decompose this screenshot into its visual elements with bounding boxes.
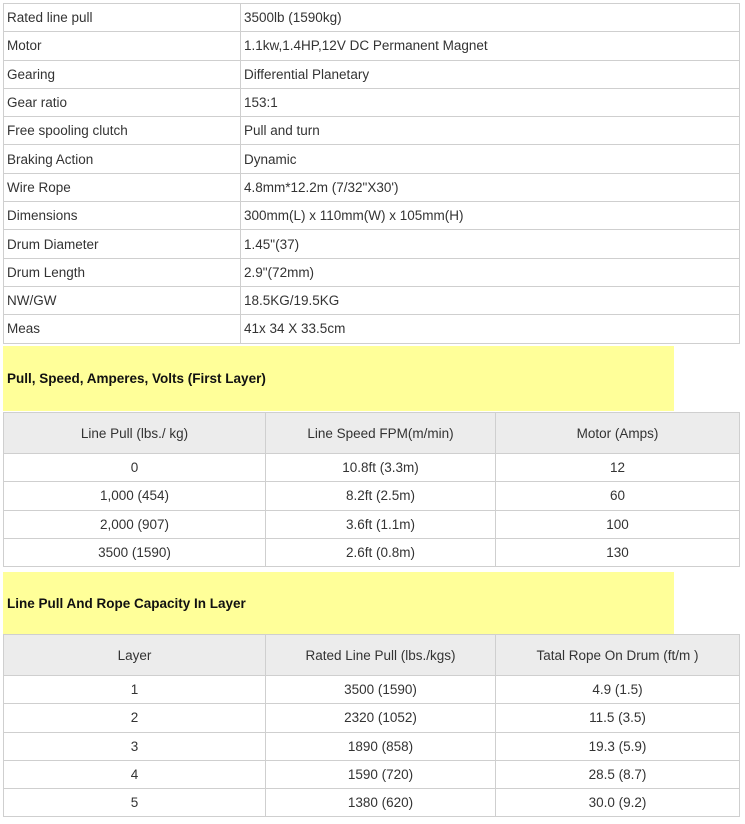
table-cell: 0 bbox=[4, 454, 266, 482]
table-cell: 1 bbox=[4, 676, 266, 704]
table-cell: 4 bbox=[4, 760, 266, 788]
table-cell: 19.3 (5.9) bbox=[496, 732, 740, 760]
table-cell: 130 bbox=[496, 538, 740, 566]
column-header: Line Pull (lbs./ kg) bbox=[4, 413, 266, 454]
spec-row bbox=[4, 286, 740, 314]
column-header: Motor (Amps) bbox=[496, 413, 740, 454]
table-cell: 60 bbox=[496, 482, 740, 510]
table-row bbox=[4, 676, 740, 704]
column-header: Line Speed FPM(m/min) bbox=[266, 413, 496, 454]
spec-row bbox=[4, 173, 740, 201]
table-cell: 3.6ft (1.1m) bbox=[266, 510, 496, 538]
spec-label: Free spooling clutch bbox=[4, 117, 241, 145]
section-heading-first-layer: Pull, Speed, Amperes, Volts (First Layer) bbox=[3, 346, 674, 411]
spec-row bbox=[4, 60, 740, 88]
table-cell: 2.6ft (0.8m) bbox=[266, 538, 496, 566]
table-cell: 3500 (1590) bbox=[4, 538, 266, 566]
table-row bbox=[4, 760, 740, 788]
spec-label: Gear ratio bbox=[4, 88, 241, 116]
spec-label: Braking Action bbox=[4, 145, 241, 173]
column-header: Rated Line Pull (lbs./kgs) bbox=[266, 635, 496, 676]
spec-table bbox=[3, 3, 740, 344]
spec-value: 153:1 bbox=[241, 88, 740, 116]
spec-label: Gearing bbox=[4, 60, 241, 88]
spec-row bbox=[4, 117, 740, 145]
rope-capacity-table bbox=[3, 634, 740, 817]
spec-value: 1.45"(37) bbox=[241, 230, 740, 258]
spec-row bbox=[4, 315, 740, 343]
spec-value: Pull and turn bbox=[241, 117, 740, 145]
spec-row bbox=[4, 202, 740, 230]
spec-row bbox=[4, 4, 740, 32]
table-cell: 30.0 (9.2) bbox=[496, 789, 740, 817]
spec-label: Motor bbox=[4, 32, 241, 60]
table-cell: 4.9 (1.5) bbox=[496, 676, 740, 704]
table-cell: 1,000 (454) bbox=[4, 482, 266, 510]
table-header-row bbox=[4, 413, 740, 454]
table-row bbox=[4, 454, 740, 482]
spec-row bbox=[4, 230, 740, 258]
spec-label: Rated line pull bbox=[4, 4, 241, 32]
table-row bbox=[4, 789, 740, 817]
section-heading-rope-capacity: Line Pull And Rope Capacity In Layer bbox=[3, 572, 674, 634]
table-cell: 2,000 (907) bbox=[4, 510, 266, 538]
spec-value: 2.9"(72mm) bbox=[241, 258, 740, 286]
table-cell: 10.8ft (3.3m) bbox=[266, 454, 496, 482]
spec-label: Meas bbox=[4, 315, 241, 343]
table-cell: 3500 (1590) bbox=[266, 676, 496, 704]
spec-row bbox=[4, 258, 740, 286]
spec-row bbox=[4, 145, 740, 173]
column-header: Layer bbox=[4, 635, 266, 676]
table-cell: 100 bbox=[496, 510, 740, 538]
spec-label: NW/GW bbox=[4, 286, 241, 314]
table-row bbox=[4, 482, 740, 510]
spec-label: Drum Length bbox=[4, 258, 241, 286]
column-header: Tatal Rope On Drum (ft/m ) bbox=[496, 635, 740, 676]
spec-value: 300mm(L) x 110mm(W) x 105mm(H) bbox=[241, 202, 740, 230]
table-cell: 1590 (720) bbox=[266, 760, 496, 788]
spec-row bbox=[4, 88, 740, 116]
table-cell: 8.2ft (2.5m) bbox=[266, 482, 496, 510]
table-row bbox=[4, 538, 740, 566]
spec-value: 3500lb (1590kg) bbox=[241, 4, 740, 32]
table-cell: 1890 (858) bbox=[266, 732, 496, 760]
first-layer-table bbox=[3, 412, 740, 567]
table-header-row bbox=[4, 635, 740, 676]
table-cell: 2320 (1052) bbox=[266, 704, 496, 732]
table-row bbox=[4, 704, 740, 732]
table-cell: 11.5 (3.5) bbox=[496, 704, 740, 732]
table-cell: 12 bbox=[496, 454, 740, 482]
spec-value: Dynamic bbox=[241, 145, 740, 173]
table-cell: 5 bbox=[4, 789, 266, 817]
spec-value: 41x 34 X 33.5cm bbox=[241, 315, 740, 343]
table-cell: 2 bbox=[4, 704, 266, 732]
spec-label: Drum Diameter bbox=[4, 230, 241, 258]
spec-row bbox=[4, 32, 740, 60]
table-row bbox=[4, 732, 740, 760]
spec-value: 4.8mm*12.2m (7/32"X30') bbox=[241, 173, 740, 201]
table-cell: 3 bbox=[4, 732, 266, 760]
spec-label: Dimensions bbox=[4, 202, 241, 230]
spec-value: 18.5KG/19.5KG bbox=[241, 286, 740, 314]
spec-value: 1.1kw,1.4HP,12V DC Permanent Magnet bbox=[241, 32, 740, 60]
table-cell: 1380 (620) bbox=[266, 789, 496, 817]
table-cell: 28.5 (8.7) bbox=[496, 760, 740, 788]
spec-label: Wire Rope bbox=[4, 173, 241, 201]
spec-value: Differential Planetary bbox=[241, 60, 740, 88]
table-row bbox=[4, 510, 740, 538]
